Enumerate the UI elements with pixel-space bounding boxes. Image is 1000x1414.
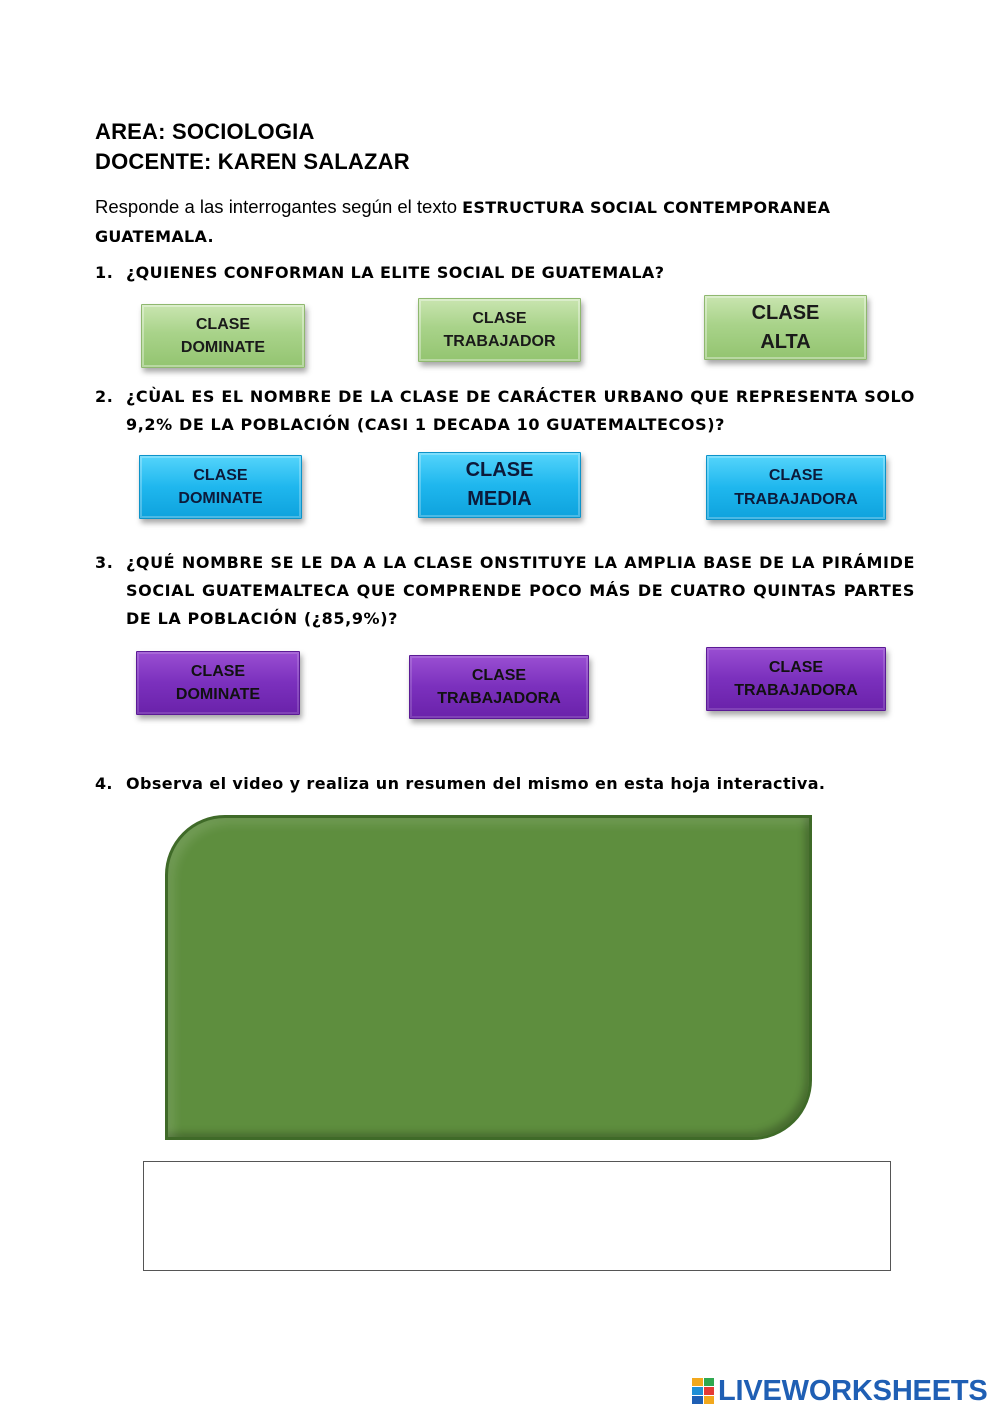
option-line: TRABAJADORA: [734, 490, 858, 508]
instructions-text: Responde a las interrogantes según el texto: [95, 196, 463, 217]
option-line: MEDIA: [467, 488, 532, 510]
liveworksheets-wordmark: LIVEWORKSHEETS: [718, 1374, 988, 1407]
option-line: CLASE: [193, 466, 248, 484]
option-line: CLASE: [751, 301, 820, 324]
option-line: DOMINATE: [180, 339, 266, 356]
option-line: CLASE: [768, 467, 824, 485]
answer-option-q1-a[interactable]: [141, 304, 305, 368]
answer-option-q2-b[interactable]: [418, 452, 581, 518]
answer-option-q2-c[interactable]: [706, 455, 886, 520]
question-number: 2.: [95, 387, 114, 406]
question-4: [95, 770, 915, 798]
option-line: ALTA: [760, 330, 811, 353]
liveworksheets-logo: [692, 1376, 988, 1406]
question-number: 1.: [95, 263, 114, 282]
option-line: TRABAJADORA: [437, 690, 561, 707]
option-line: CLASE: [190, 662, 246, 680]
instructions: [95, 193, 915, 251]
option-line: CLASE: [768, 658, 824, 676]
question-text: ¿QUIENES CONFORMAN LA ELITE SOCIAL DE GUATEMALA?: [126, 263, 665, 282]
question-text: ¿QUÉ NOMBRE SE LE DA A LA CLASE ONSTITUYE LA AMPLIA BASE DE LA PIRÁMIDE SOCIAL GUATEMALTECA QUE COMPRENDE POCO MÁS DE CUATRO QUINTAS PARTES DE LA POBLACIÓN (¿85,9%)?: [126, 553, 915, 628]
answer-option-q3-c[interactable]: [706, 647, 886, 711]
question-1: [95, 259, 915, 287]
question-3: [95, 549, 915, 633]
answer-option-q1-c[interactable]: [704, 295, 867, 360]
question-number: 4.: [95, 774, 113, 793]
text-title: ESTRUCTURA SOCIAL CONTEMPORANEA: [462, 198, 831, 217]
option-line: DOMINATE: [178, 490, 263, 507]
question-2: [95, 383, 915, 439]
question-text: Observa el video y realiza un resumen del mismo en esta hoja interactiva.: [126, 774, 826, 793]
liveworksheets-logo-icon: [692, 1378, 714, 1404]
answer-option-q1-b[interactable]: [418, 298, 581, 362]
text-title-cont: GUATEMALA.: [95, 227, 214, 246]
option-line: TRABAJADOR: [443, 333, 556, 350]
question-number: 3.: [95, 553, 114, 572]
option-line: CLASE: [195, 315, 251, 333]
option-line: CLASE: [472, 309, 527, 327]
option-line: CLASE: [465, 459, 534, 481]
answer-option-q2-a[interactable]: [139, 455, 302, 519]
option-line: CLASE: [471, 666, 527, 684]
option-line: DOMINATE: [175, 686, 261, 703]
teacher-heading: DOCENTE: KAREN SALAZAR: [95, 149, 410, 174]
question-text: ¿CÙAL ES EL NOMBRE DE LA CLASE DE CARÁCTER URBANO QUE REPRESENTA SOLO 9,2% DE LA POBLACIÓN (CASI 1 DECADA 10 GUATEMALTECOS)?: [126, 387, 915, 434]
answer-option-q3-b[interactable]: [409, 655, 589, 719]
option-line: TRABAJADORA: [734, 682, 858, 699]
video-player[interactable]: [165, 815, 812, 1140]
area-heading: AREA: SOCIOLOGIA: [95, 119, 315, 144]
summary-text-box[interactable]: [143, 1161, 891, 1271]
answer-option-q3-a[interactable]: [136, 651, 300, 715]
